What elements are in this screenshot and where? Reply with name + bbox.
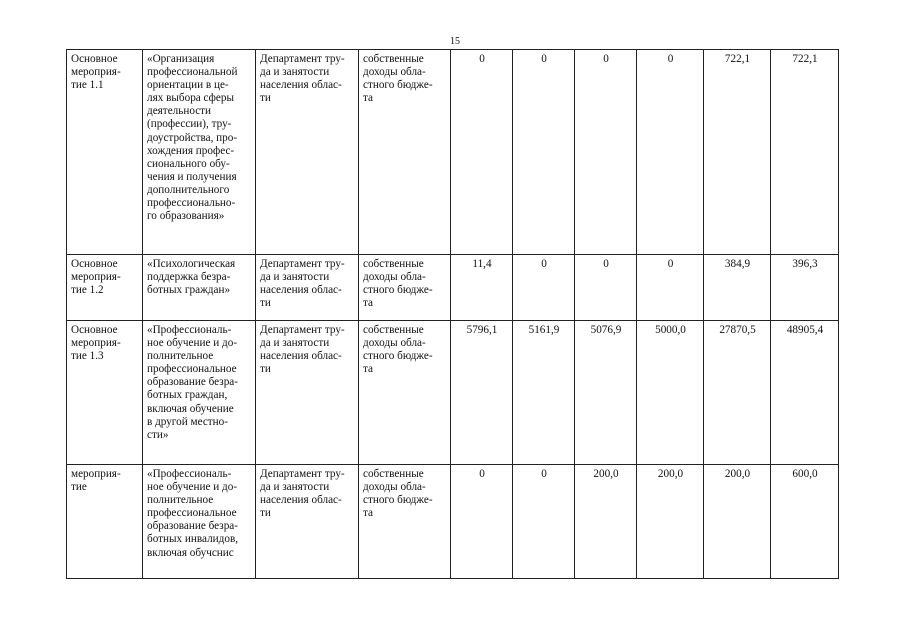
value-cell: 27870,5 — [704, 321, 771, 465]
value-cell: 200,0 — [637, 465, 704, 579]
total-cell: 600,0 — [771, 465, 839, 579]
value-cell: 0 — [575, 255, 637, 321]
activity-code-cell: Основное мероприя- тие 1.2 — [67, 255, 143, 321]
executor-cell: Департамент тру- да и занятости населения облас- ти — [256, 465, 359, 579]
funding-source-cell: собственные доходы обла- стного бюдже- та — [359, 321, 451, 465]
total-cell: 396,3 — [771, 255, 839, 321]
value-cell: 200,0 — [575, 465, 637, 579]
value-cell: 0 — [451, 465, 513, 579]
value-cell: 5796,1 — [451, 321, 513, 465]
table-row — [67, 465, 839, 579]
total-cell: 722,1 — [771, 50, 839, 255]
value-cell: 11,4 — [451, 255, 513, 321]
table-row — [67, 255, 839, 321]
value-cell: 5000,0 — [637, 321, 704, 465]
value-cell: 0 — [575, 50, 637, 255]
activity-name-cell: «Профессиональ- ное обучение и до- полнительное профессиональное образование безра- ботных граждан, включая обучение в другой местно- сти» — [143, 321, 256, 465]
page-number: 15 — [450, 36, 460, 47]
total-cell: 48905,4 — [771, 321, 839, 465]
value-cell: 5076,9 — [575, 321, 637, 465]
table-row — [67, 50, 839, 255]
activity-name-cell: «Психологическая поддержка безра- ботных граждан» — [143, 255, 256, 321]
funding-source-cell: собственные доходы обла- стного бюдже- та — [359, 465, 451, 579]
value-cell: 0 — [637, 50, 704, 255]
executor-cell: Департамент тру- да и занятости населения облас- ти — [256, 255, 359, 321]
value-cell: 200,0 — [704, 465, 771, 579]
executor-cell: Департамент тру- да и занятости населения облас- ти — [256, 321, 359, 465]
budget-table — [66, 49, 839, 579]
table-row — [67, 321, 839, 465]
value-cell: 0 — [513, 255, 575, 321]
value-cell: 0 — [513, 50, 575, 255]
value-cell: 384,9 — [704, 255, 771, 321]
executor-cell: Департамент тру- да и занятости населения облас- ти — [256, 50, 359, 255]
activity-name-cell: «Организация профессиональной ориентации в це- лях выбора сферы деятельности (профессии), тру- доустройства, про- хождения профес- сионального обу- чения и получения дополнительного профессионально- го образования» — [143, 50, 256, 255]
activity-name-cell: «Профессиональ- ное обучение и до- полнительное профессиональное образование безра- ботных инвалидов, включая обучснис — [143, 465, 256, 579]
activity-code-cell: Основное мероприя- тие 1.3 — [67, 321, 143, 465]
value-cell: 0 — [513, 465, 575, 579]
funding-source-cell: собственные доходы обла- стного бюдже- та — [359, 50, 451, 255]
activity-code-cell: мероприя- тие — [67, 465, 143, 579]
value-cell: 0 — [637, 255, 704, 321]
value-cell: 0 — [451, 50, 513, 255]
value-cell: 722,1 — [704, 50, 771, 255]
funding-source-cell: собственные доходы обла- стного бюдже- та — [359, 255, 451, 321]
activity-code-cell: Основное мероприя- тие 1.1 — [67, 50, 143, 255]
value-cell: 5161,9 — [513, 321, 575, 465]
